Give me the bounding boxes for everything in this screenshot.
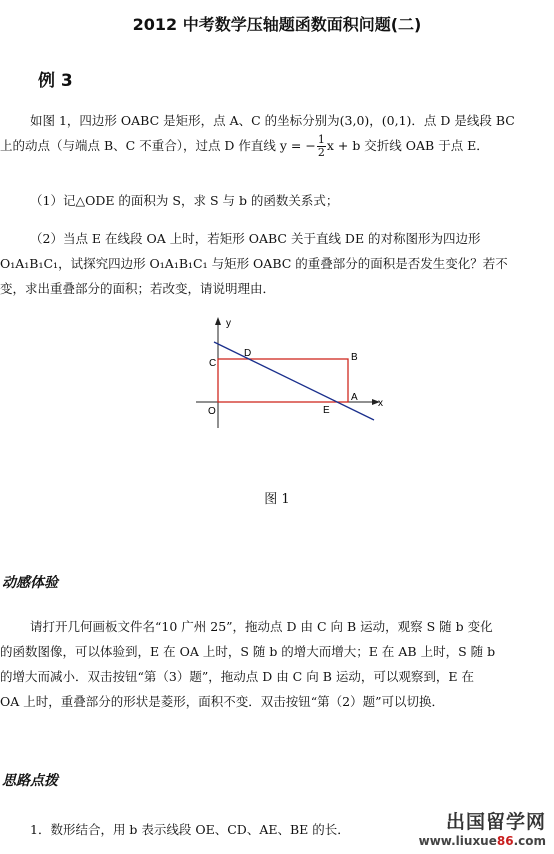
question-1: （1）记△ODE 的面积为 S，求 S 与 b 的函数关系式； (30, 193, 339, 208)
dynamic-line-4: OA 上时，重叠部分的形状是菱形，面积不变．双击按钮“第（2）题”可以切换． (0, 694, 444, 709)
watermark-title: 出国留学网 (445, 811, 546, 833)
page-title: 2012 中考数学压轴题函数面积问题(二) (132, 15, 422, 34)
dynamic-paragraph (0, 614, 554, 714)
fraction-denominator: 2 (317, 146, 325, 159)
question-2-line-1: （2）当点 E 在线段 OA 上时，若矩形 OABC 关于直线 DE 的对称图形为四边形 (30, 231, 481, 246)
watermark-url (419, 834, 546, 848)
point-e-label: E (323, 405, 330, 416)
problem-line-2-pre: 上的动点（与端点 B、C 不重合），过点 D 作直线 y = − (0, 138, 316, 153)
section-heading-hint: 思路点拨 (2, 773, 58, 789)
line-de (214, 342, 374, 420)
question-2 (0, 226, 554, 301)
rectangle-oabc (218, 359, 348, 402)
watermark-url-num: 86 (496, 834, 514, 848)
section-heading-dynamic: 动感体验 (2, 575, 58, 591)
point-o-label: O (208, 406, 216, 417)
watermark-url-post: .com (513, 834, 546, 848)
point-a-label: A (351, 392, 358, 403)
figure-caption: 图 1 (264, 492, 290, 507)
dynamic-line-3: 的增大而减小．双击按钮“第（3）题”，拖动点 D 由 C 向 B 运动，可以观察到，E 在 (0, 669, 474, 684)
fraction-half (317, 134, 326, 159)
point-b-label: B (351, 352, 358, 363)
problem-line-2 (0, 133, 554, 159)
figure-1-diagram (190, 312, 390, 432)
point-c-label: C (209, 358, 217, 369)
axis-x-label: x (378, 398, 383, 409)
watermark-url-pre: www.liuxue (418, 834, 497, 848)
problem-line-2-post: x + b 交折线 OAB 于点 E． (326, 138, 489, 153)
question-2-line-2: O₁A₁B₁C₁，试探究四边形 O₁A₁B₁C₁ 与矩形 OABC 的重叠部分的面积是否发生变化？若不 (0, 256, 508, 271)
problem-line-1: 如图 1，四边形 OABC 是矩形，点 A、C 的坐标分别为(3,0)，(0,1)．点 D 是线段 BC (30, 113, 515, 128)
example-label: 例 3 (38, 71, 73, 91)
problem-statement (0, 108, 554, 159)
fraction-numerator: 1 (317, 133, 325, 146)
point-d-label: D (244, 348, 252, 359)
dynamic-line-2: 的函数图像，可以体验到，E 在 OA 上时，S 随 b 的增大而增大；E 在 AB 上时，S 随 b (0, 644, 496, 659)
question-2-line-3: 变，求出重叠部分的面积；若改变，请说明理由． (0, 281, 276, 296)
y-axis-arrow-icon (215, 317, 221, 325)
hint-item-1: 1．数形结合，用 b 表示线段 OE、CD、AE、BE 的长． (30, 822, 350, 837)
site-watermark (419, 807, 546, 848)
dynamic-line-1: 请打开几何画板文件名“10 广州 25”，拖动点 D 由 C 向 B 运动，观察 S 随 b 变化 (30, 619, 493, 634)
axis-y-label: y (226, 318, 231, 329)
